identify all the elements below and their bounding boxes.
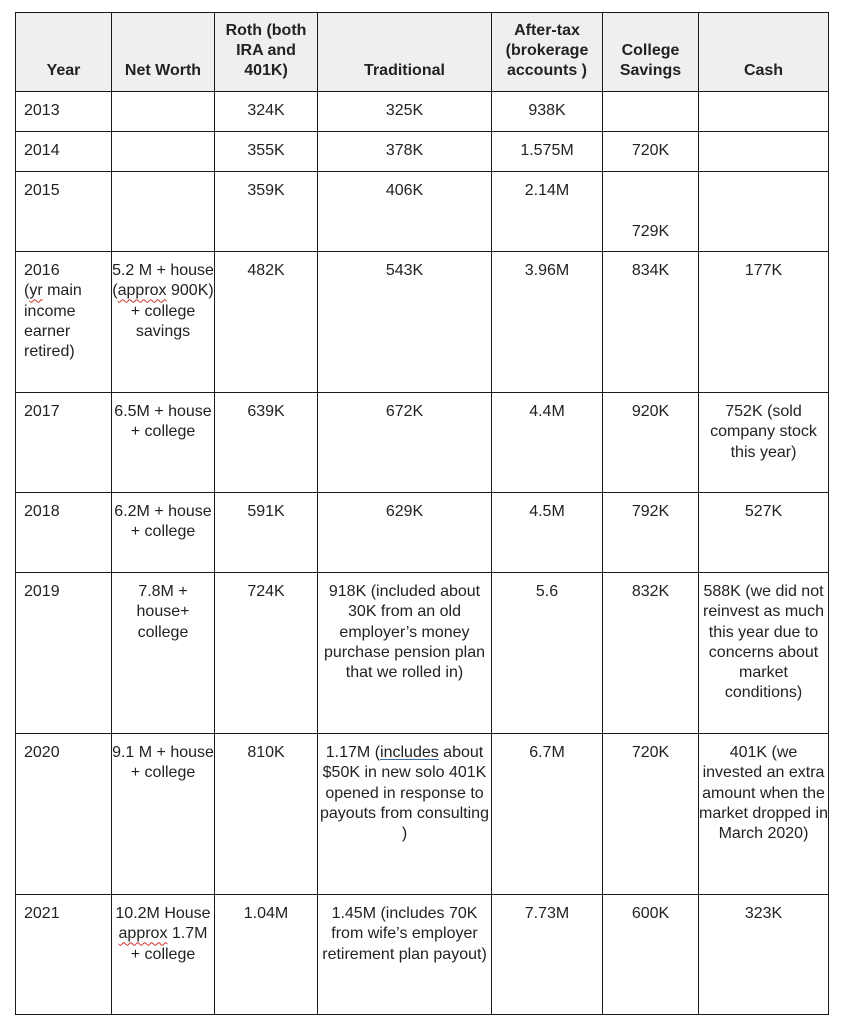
cell-year: 2017 bbox=[16, 393, 112, 493]
cell-traditional bbox=[318, 734, 492, 895]
header-college-savings: College Savings bbox=[603, 13, 699, 92]
cell-year: 2018 bbox=[16, 493, 112, 573]
cell-net-worth bbox=[112, 895, 215, 1015]
table-row bbox=[16, 252, 829, 393]
table-row bbox=[16, 895, 829, 1015]
cell-traditional: 1.45M (includes 70K from wife’s employer retirement plan payout) bbox=[318, 895, 492, 1015]
cell-net-worth: 6.2M + house + college bbox=[112, 493, 215, 573]
net-worth-post: 900K) + college savings bbox=[130, 282, 214, 340]
cell-traditional: 325K bbox=[318, 92, 492, 132]
cell-roth: 324K bbox=[215, 92, 318, 132]
cell-cash: 588K (we did not reinvest as much this year due to concerns about market conditions) bbox=[699, 573, 829, 734]
net-worth-table bbox=[15, 12, 829, 1015]
cell-traditional: 543K bbox=[318, 252, 492, 393]
cell-roth: 591K bbox=[215, 493, 318, 573]
cell-year bbox=[16, 252, 112, 393]
traditional-pre: 1.17M ( bbox=[325, 744, 381, 761]
cell-roth: 359K bbox=[215, 172, 318, 252]
header-cash: Cash bbox=[699, 13, 829, 92]
traditional-word: includes bbox=[380, 744, 439, 761]
college-value: 729K bbox=[631, 222, 670, 240]
cell-net-worth: 6.5M + house + college bbox=[112, 393, 215, 493]
header-after-tax: After-tax (brokerage accounts ) bbox=[492, 13, 603, 92]
year-note-word: yr bbox=[29, 282, 43, 300]
table-row bbox=[16, 172, 829, 252]
cell-net-worth: 7.8M + house+ college bbox=[112, 573, 215, 734]
cell-net-worth bbox=[112, 92, 215, 132]
net-worth-pre: 5.2 M + house ( bbox=[112, 262, 214, 300]
cell-year: 2020 bbox=[16, 734, 112, 895]
net-worth-post: 1.7M + college bbox=[130, 925, 208, 963]
cell-college-savings: 600K bbox=[603, 895, 699, 1015]
cell-year: 2014 bbox=[16, 132, 112, 172]
cell-cash bbox=[699, 132, 829, 172]
table-row bbox=[16, 493, 829, 573]
cell-cash: 323K bbox=[699, 895, 829, 1015]
cell-after-tax: 938K bbox=[492, 92, 603, 132]
table-row bbox=[16, 92, 829, 132]
table-row bbox=[16, 573, 829, 734]
table-row bbox=[16, 734, 829, 895]
cell-college-savings: 792K bbox=[603, 493, 699, 573]
cell-cash: 752K (sold company stock this year) bbox=[699, 393, 829, 493]
cell-college-savings: 720K bbox=[603, 132, 699, 172]
net-worth-word: approx bbox=[118, 925, 168, 943]
cell-cash: 177K bbox=[699, 252, 829, 393]
net-worth-word: approx bbox=[117, 282, 167, 300]
header-net-worth: Net Worth bbox=[112, 13, 215, 92]
cell-traditional: 629K bbox=[318, 493, 492, 573]
cell-after-tax: 6.7M bbox=[492, 734, 603, 895]
cell-year: 2019 bbox=[16, 573, 112, 734]
cell-roth: 810K bbox=[215, 734, 318, 895]
cell-traditional: 918K (included about 30K from an old employer’s money purchase pension plan that we rolled in) bbox=[318, 573, 492, 734]
table-row bbox=[16, 393, 829, 493]
header-row bbox=[16, 13, 829, 92]
cell-traditional: 406K bbox=[318, 172, 492, 252]
cell-roth: 724K bbox=[215, 573, 318, 734]
year-value: 2016 bbox=[24, 262, 60, 279]
cell-after-tax: 5.6 bbox=[492, 573, 603, 734]
cell-net-worth: 9.1 M + house + college bbox=[112, 734, 215, 895]
cell-net-worth bbox=[112, 252, 215, 393]
traditional-post: about $50K in new solo 401K opened in response to payouts from consulting ) bbox=[320, 744, 489, 843]
cell-after-tax: 3.96M bbox=[492, 252, 603, 393]
cell-cash bbox=[699, 92, 829, 132]
cell-cash bbox=[699, 172, 829, 252]
cell-year: 2013 bbox=[16, 92, 112, 132]
cell-after-tax: 7.73M bbox=[492, 895, 603, 1015]
cell-year: 2015 bbox=[16, 172, 112, 252]
cell-college-savings: 832K bbox=[603, 573, 699, 734]
cell-cash: 401K (we invested an extra amount when the market dropped in March 2020) bbox=[699, 734, 829, 895]
net-worth-pre: 10.2M House bbox=[115, 905, 211, 922]
header-year: Year bbox=[16, 13, 112, 92]
cell-traditional: 672K bbox=[318, 393, 492, 493]
year-note-pre: ( bbox=[24, 282, 30, 300]
cell-after-tax: 4.4M bbox=[492, 393, 603, 493]
cell-after-tax: 4.5M bbox=[492, 493, 603, 573]
cell-roth: 482K bbox=[215, 252, 318, 393]
header-traditional: Traditional bbox=[318, 13, 492, 92]
cell-roth: 639K bbox=[215, 393, 318, 493]
cell-after-tax: 2.14M bbox=[492, 172, 603, 252]
cell-year: 2021 bbox=[16, 895, 112, 1015]
cell-net-worth bbox=[112, 132, 215, 172]
cell-college-savings bbox=[603, 172, 699, 252]
cell-cash: 527K bbox=[699, 493, 829, 573]
table-row bbox=[16, 132, 829, 172]
cell-college-savings: 720K bbox=[603, 734, 699, 895]
cell-traditional: 378K bbox=[318, 132, 492, 172]
cell-college-savings: 834K bbox=[603, 252, 699, 393]
cell-after-tax: 1.575M bbox=[492, 132, 603, 172]
cell-college-savings: 920K bbox=[603, 393, 699, 493]
year-note-post: main income earner retired) bbox=[24, 282, 82, 361]
cell-roth: 355K bbox=[215, 132, 318, 172]
header-roth: Roth (both IRA and 401K) bbox=[215, 13, 318, 92]
cell-net-worth bbox=[112, 172, 215, 252]
cell-roth: 1.04M bbox=[215, 895, 318, 1015]
cell-college-savings bbox=[603, 92, 699, 132]
